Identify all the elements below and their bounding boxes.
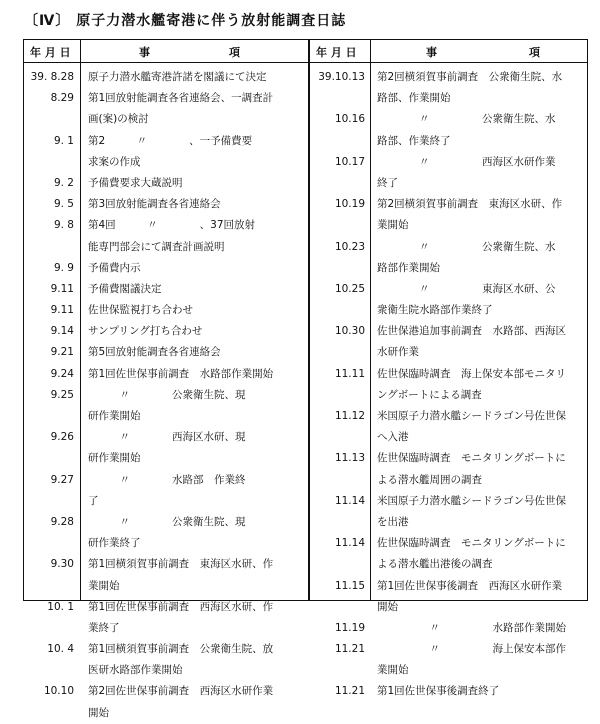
table-row xyxy=(24,279,308,300)
table-row xyxy=(309,131,587,152)
row-text: 水研作業 xyxy=(377,346,419,359)
row-date: 10. 1 xyxy=(47,600,74,613)
row-text: サンプリング打ち合わせ xyxy=(88,325,203,338)
table-row xyxy=(24,88,308,109)
left-column xyxy=(24,67,308,724)
row-text: 第1回佐世保事前調査 西海区水研、作 xyxy=(88,600,274,613)
row-text: 第2回佐世保事前調査 西海区水研作業 xyxy=(88,685,274,698)
row-text: 予備費内示 xyxy=(88,261,141,274)
row-text: 路部作業開始 xyxy=(377,261,440,274)
row-date: 9. 1 xyxy=(53,134,74,147)
row-date: 11.12 xyxy=(334,410,365,422)
table-row xyxy=(24,364,308,385)
row-date: 9. 8 xyxy=(53,219,74,232)
table-row xyxy=(24,427,308,448)
row-text: 〃 公衆衛生院、現 xyxy=(88,388,246,401)
row-text: 第5回放射能調査各省連絡会 xyxy=(88,346,221,359)
row-date: 10.23 xyxy=(334,240,365,253)
row-date: 10.30 xyxy=(334,325,365,338)
table-row xyxy=(24,109,308,130)
row-text: 〃 公衆衛生院、水 xyxy=(377,113,556,126)
table-row xyxy=(309,194,587,215)
row-text: 佐世保港追加事前調査 水路部、西海区 xyxy=(377,325,566,338)
table-row xyxy=(309,470,587,491)
row-date: 9.11 xyxy=(50,304,74,317)
table-row xyxy=(24,342,308,363)
row-text: 第1回佐世保事後調査終了 xyxy=(377,685,500,698)
table-row xyxy=(309,554,587,575)
row-date: 10.10 xyxy=(43,685,74,698)
row-text: 開始 xyxy=(88,706,109,719)
table-row xyxy=(309,427,587,448)
row-date: 11.14 xyxy=(334,494,365,507)
table-row xyxy=(309,300,587,321)
row-text: 佐世保臨時調査 モニタリングボートに xyxy=(377,452,566,465)
row-date: 9.14 xyxy=(50,325,74,338)
row-text: 第4回 〃 、37回放射 xyxy=(88,219,256,232)
table-row xyxy=(24,448,308,469)
row-date: 9.25 xyxy=(50,388,74,401)
row-text: 〃 海上保安本部作 xyxy=(377,643,566,656)
table-row xyxy=(309,67,587,88)
row-text: 終了 xyxy=(377,176,398,189)
table-row xyxy=(309,173,587,194)
right-event-header-1: 事 xyxy=(426,46,437,59)
row-date: 10. 4 xyxy=(47,643,74,656)
row-date: 11.11 xyxy=(334,367,365,380)
row-text: 医研水路部作業開始 xyxy=(88,664,183,677)
row-date: 10.17 xyxy=(334,155,365,168)
row-date: 10.25 xyxy=(334,282,365,295)
table-row xyxy=(24,67,308,88)
left-event-header-1: 事 xyxy=(139,46,150,59)
table-row xyxy=(309,88,587,109)
table-row xyxy=(309,639,587,660)
table-row xyxy=(309,152,587,173)
row-text: 米国原子力潜水艦シードラゴン号佐世保 xyxy=(377,410,566,422)
table-row xyxy=(24,152,308,173)
row-text: 〃 東海区水研、公 xyxy=(377,282,556,295)
row-text: 第1回放射能調査各省連絡会、一調査計 xyxy=(88,92,274,105)
table-row xyxy=(309,237,587,258)
table-row xyxy=(24,681,308,702)
table-row xyxy=(309,491,587,512)
table-row xyxy=(24,491,308,512)
header-divider xyxy=(24,62,587,63)
row-date: 11.21 xyxy=(334,685,365,698)
table-row xyxy=(24,470,308,491)
row-date: 9.21 xyxy=(50,346,74,359)
row-date: 9.11 xyxy=(50,282,74,295)
row-date: 9.28 xyxy=(50,515,74,528)
table-row xyxy=(24,554,308,575)
table-row xyxy=(309,342,587,363)
row-date: 9. 2 xyxy=(53,176,74,189)
left-event-header-2: 項 xyxy=(229,46,240,59)
table-row xyxy=(309,533,587,554)
row-text: 路部、作業開始 xyxy=(377,92,451,105)
table-row xyxy=(309,109,587,130)
row-text: 佐世保臨時調査 モニタリングボートに xyxy=(377,537,566,550)
row-text: 衆衛生院水路部作業終了 xyxy=(377,304,493,317)
table-row xyxy=(24,703,308,724)
table-row xyxy=(24,173,308,194)
row-text: 第1回横須賀事前調査 公衆衛生院、放 xyxy=(88,643,274,656)
table-row xyxy=(24,131,308,152)
table-row xyxy=(309,258,587,279)
row-date: 39.10.13 xyxy=(318,71,365,83)
row-date: 9.26 xyxy=(50,431,74,444)
row-text: 〃 水路部 作業終 xyxy=(88,473,246,486)
row-text: 画(案)の検討 xyxy=(88,113,149,126)
row-text: 研作業開始 xyxy=(88,452,141,465)
log-table xyxy=(23,39,588,719)
row-text: 第3回放射能調査各省連絡会 xyxy=(88,198,221,211)
row-date: 11.19 xyxy=(334,621,365,634)
right-event-header-2: 項 xyxy=(529,46,540,59)
table-row xyxy=(309,364,587,385)
table-row xyxy=(309,660,587,681)
row-date: 9.24 xyxy=(50,367,74,380)
row-text: よる潜水艦出港後の調査 xyxy=(377,558,493,571)
table-row xyxy=(309,321,587,342)
row-date: 10.19 xyxy=(334,198,365,211)
row-text: 〃 公衆衛生院、水 xyxy=(377,240,556,253)
table-row xyxy=(309,406,587,427)
row-text: 業終了 xyxy=(88,621,120,634)
row-text: 〃 西海区水研作業 xyxy=(377,155,556,168)
row-text: を出港 xyxy=(377,515,409,528)
table-row xyxy=(24,618,308,639)
row-date: 9.27 xyxy=(50,473,74,486)
table-row xyxy=(24,300,308,321)
row-text: 第1回横須賀事前調査 東海区水研、作 xyxy=(88,558,274,571)
table-row xyxy=(309,215,587,236)
row-text: 了 xyxy=(88,494,99,507)
row-text: 佐世保臨時調査 海上保安本部モニタリ xyxy=(377,367,566,380)
row-text: 原子力潜水艦寄港許諾を閣議にて決定 xyxy=(88,71,267,83)
table-row xyxy=(24,258,308,279)
row-date: 8.29 xyxy=(50,92,74,105)
table-row xyxy=(24,639,308,660)
page-title: 〔Ⅳ〕 原子力潜水艦寄港に伴う放射能調査日誌 xyxy=(24,13,347,29)
row-date: 11.15 xyxy=(334,579,365,592)
row-text: ングボートによる調査 xyxy=(377,388,482,401)
table-row xyxy=(309,681,587,702)
table-row xyxy=(24,321,308,342)
row-text: 研作業終了 xyxy=(88,537,141,550)
row-text: 〃 公衆衛生院、現 xyxy=(88,515,246,528)
table-row xyxy=(24,385,308,406)
table-row xyxy=(309,576,587,597)
row-text: 業開始 xyxy=(377,664,409,677)
row-text: よる潜水艦周囲の調査 xyxy=(377,473,482,486)
table-row xyxy=(309,385,587,406)
row-text: 開始 xyxy=(377,600,398,613)
row-text: 研作業開始 xyxy=(88,410,141,422)
row-date: 9. 5 xyxy=(53,198,74,211)
row-date: 11.21 xyxy=(334,643,365,656)
row-text: 業開始 xyxy=(377,219,409,232)
row-date: 10.16 xyxy=(334,113,365,126)
table-row xyxy=(24,660,308,681)
row-text: 第1回佐世保事前調査 水路部作業開始 xyxy=(88,367,274,380)
row-text: 第2 〃 、一予備費要 xyxy=(88,134,253,147)
table-row xyxy=(24,406,308,427)
row-text: 予備費閣議決定 xyxy=(88,282,162,295)
row-date: 39. 8.28 xyxy=(30,71,74,83)
row-text: 第2回横須賀事前調査 公衆衛生院、水 xyxy=(377,71,563,83)
row-text: 求案の作成 xyxy=(88,155,141,168)
table-row xyxy=(309,512,587,533)
row-text: 第1回佐世保事後調査 西海区水研作業 xyxy=(377,579,563,592)
left-date-header: 年 月 日 xyxy=(30,46,71,59)
table-row xyxy=(24,215,308,236)
row-date: 9. 9 xyxy=(53,261,74,274)
row-text: 予備費要求大蔵説明 xyxy=(88,176,183,189)
row-text: 〃 西海区水研、現 xyxy=(88,431,246,444)
row-text: 能専門部会にて調査計画説明 xyxy=(88,240,225,253)
row-text: へ入港 xyxy=(377,431,409,444)
table-row xyxy=(24,237,308,258)
row-text: 佐世保監視打ち合わせ xyxy=(88,304,193,317)
row-date: 11.14 xyxy=(334,537,365,550)
right-date-header: 年 月 日 xyxy=(316,46,357,59)
row-text: 〃 水路部作業開始 xyxy=(377,621,566,634)
row-text: 米国原子力潜水艦シードラゴン号佐世保 xyxy=(377,494,566,507)
right-column xyxy=(309,67,587,703)
row-date: 9.30 xyxy=(50,558,74,571)
row-date: 11.13 xyxy=(334,452,365,465)
row-text: 第2回横須賀事前調査 東海区水研、作 xyxy=(377,198,563,211)
row-text: 路部、作業終了 xyxy=(377,134,451,147)
table-row xyxy=(309,618,587,639)
table-row xyxy=(24,533,308,554)
row-text: 業開始 xyxy=(88,579,120,592)
table-row xyxy=(309,448,587,469)
table-row xyxy=(24,512,308,533)
table-row xyxy=(24,576,308,597)
table-row xyxy=(309,279,587,300)
table-row xyxy=(24,194,308,215)
